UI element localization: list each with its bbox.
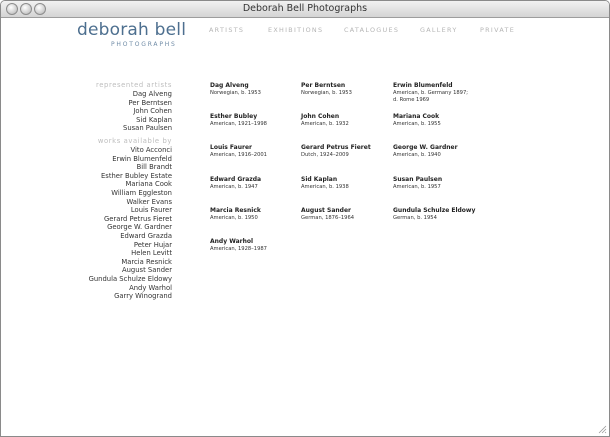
logo-name[interactable]: deborah bell	[77, 20, 187, 40]
sidebar-link-susan-paulsen[interactable]: Susan Paulsen	[123, 124, 172, 133]
artist-description: American, 1921–1998	[210, 121, 267, 127]
artist-entry	[210, 238, 300, 253]
artist-entry	[393, 113, 483, 128]
sidebar-link-per-berntsen[interactable]: Per Berntsen	[128, 98, 172, 107]
artist-name-link[interactable]: Dag Alveng	[210, 82, 249, 89]
sidebar-link-erwin-blumenfeld[interactable]: Erwin Blumenfeld	[112, 154, 172, 163]
artist-description: American, 1916–2001	[210, 152, 267, 158]
artist-description: German, b. 1954	[393, 215, 437, 221]
logo-tagline: PHOTOGRAPHS	[111, 41, 177, 48]
represented-artists-heading: represented artists	[96, 81, 172, 89]
artist-description: Norwegian, b. 1953	[301, 90, 352, 96]
artist-entry	[210, 207, 300, 222]
artist-name-link[interactable]: George W. Gardner	[393, 144, 458, 151]
artist-entry	[210, 82, 300, 97]
artist-name-link[interactable]: Marcia Resnick	[210, 207, 261, 214]
represented-artists-list	[22, 81, 172, 133]
sidebar-link-gundula-schulze-eldowy[interactable]: Gundula Schulze Eldowy	[88, 274, 172, 283]
nav-artists[interactable]: ARTISTS	[209, 26, 245, 34]
artist-description: d. Rome 1969	[393, 97, 430, 103]
artist-entry	[301, 176, 391, 191]
artist-description: American, b. 1938	[301, 184, 349, 190]
artist-name-link[interactable]: Andy Warhol	[210, 238, 254, 245]
artist-description: American, b. 1940	[393, 152, 441, 158]
artist-name-link[interactable]: Gerard Petrus Fieret	[301, 144, 371, 151]
nav-gallery[interactable]: GALLERY	[420, 26, 458, 34]
sidebar-link-john-cohen[interactable]: John Cohen	[133, 107, 172, 116]
artist-name-link[interactable]: Louis Faurer	[210, 144, 252, 151]
artist-description: American, b. 1950	[210, 215, 258, 221]
artist-entry	[301, 207, 391, 222]
artist-entry	[301, 82, 391, 97]
artist-entry	[210, 176, 300, 191]
sidebar-link-dag-alveng[interactable]: Dag Alveng	[132, 90, 172, 98]
sidebar-link-andy-warhol[interactable]: Andy Warhol	[129, 283, 172, 292]
sidebar-link-august-sander[interactable]: August Sander	[121, 266, 172, 275]
artist-description: American, b. Germany 1897;	[393, 90, 469, 96]
artist-name-link[interactable]: August Sander	[301, 207, 351, 214]
artist-entry	[301, 144, 391, 159]
artist-entry	[210, 144, 300, 159]
artist-description: Dutch, 1924–2009	[301, 152, 349, 158]
artist-name-link[interactable]: Mariana Cook	[393, 113, 440, 120]
sidebar-link-vito-acconci[interactable]: Vito Acconci	[130, 146, 172, 154]
artist-description: American, b. 1932	[301, 121, 349, 127]
sidebar-link-sid-kaplan[interactable]: Sid Kaplan	[136, 115, 172, 124]
artist-name-link[interactable]: Edward Grazda	[210, 176, 262, 183]
sidebar-link-esther-bubley-estate[interactable]: Esther Bubley Estate	[101, 171, 172, 180]
sidebar-link-walker-evans[interactable]: Walker Evans	[126, 197, 172, 206]
sidebar-link-bill-brandt[interactable]: Bill Brandt	[136, 163, 172, 172]
artist-description: American, b. 1947	[210, 184, 258, 190]
artist-entry	[301, 113, 391, 128]
nav-exhibitions[interactable]: EXHIBITIONS	[268, 26, 324, 34]
sidebar-link-louis-faurer[interactable]: Louis Faurer	[130, 206, 172, 215]
sidebar-link-george-w-gardner[interactable]: George W. Gardner	[107, 223, 172, 232]
artist-description: American, b. 1955	[393, 121, 441, 127]
nav-catalogues[interactable]: CATALOGUES	[344, 26, 400, 34]
artist-entry	[393, 207, 483, 222]
sidebar-link-mariana-cook[interactable]: Mariana Cook	[125, 180, 172, 189]
artist-entry	[393, 176, 483, 191]
title-bar	[1, 1, 609, 18]
resize-grip-icon[interactable]	[597, 424, 607, 434]
nav-private[interactable]: PRIVATE	[480, 26, 516, 34]
sidebar-link-helen-levitt[interactable]: Helen Levitt	[131, 249, 172, 258]
works-available-list	[22, 137, 172, 301]
artist-description: German, 1876–1964	[301, 215, 355, 221]
works-available-heading: works available by	[97, 137, 172, 145]
artist-description: Norwegian, b. 1953	[210, 90, 261, 96]
sidebar-link-william-eggleston[interactable]: William Eggleston	[111, 188, 172, 197]
sidebar-link-gerard-petrus-fieret[interactable]: Gerard Petrus Fieret	[103, 214, 172, 223]
sidebar-link-marcia-resnick[interactable]: Marcia Resnick	[121, 257, 172, 266]
artist-name-link[interactable]: Per Berntsen	[301, 82, 346, 89]
window-title: Deborah Bell Photographs	[242, 3, 368, 14]
artist-description: American, 1928–1987	[210, 246, 267, 252]
sidebar-link-edward-grazda[interactable]: Edward Grazda	[120, 231, 172, 240]
artist-name-link[interactable]: Gundula Schulze Eldowy	[393, 207, 476, 214]
artist-entry	[210, 113, 300, 128]
artist-name-link[interactable]: John Cohen	[301, 113, 340, 120]
artist-name-link[interactable]: Esther Bubley	[210, 113, 258, 120]
sidebar-link-peter-hujar[interactable]: Peter Hujar	[133, 240, 172, 249]
artist-name-link[interactable]: Erwin Blumenfeld	[393, 82, 453, 89]
artist-name-link[interactable]: Sid Kaplan	[301, 176, 338, 183]
artist-entry	[393, 144, 483, 159]
artist-entry	[393, 82, 483, 104]
artist-description: American, b. 1957	[393, 184, 441, 190]
artist-name-link[interactable]: Susan Paulsen	[393, 176, 443, 183]
sidebar-link-garry-winogrand[interactable]: Garry Winogrand	[114, 292, 172, 301]
